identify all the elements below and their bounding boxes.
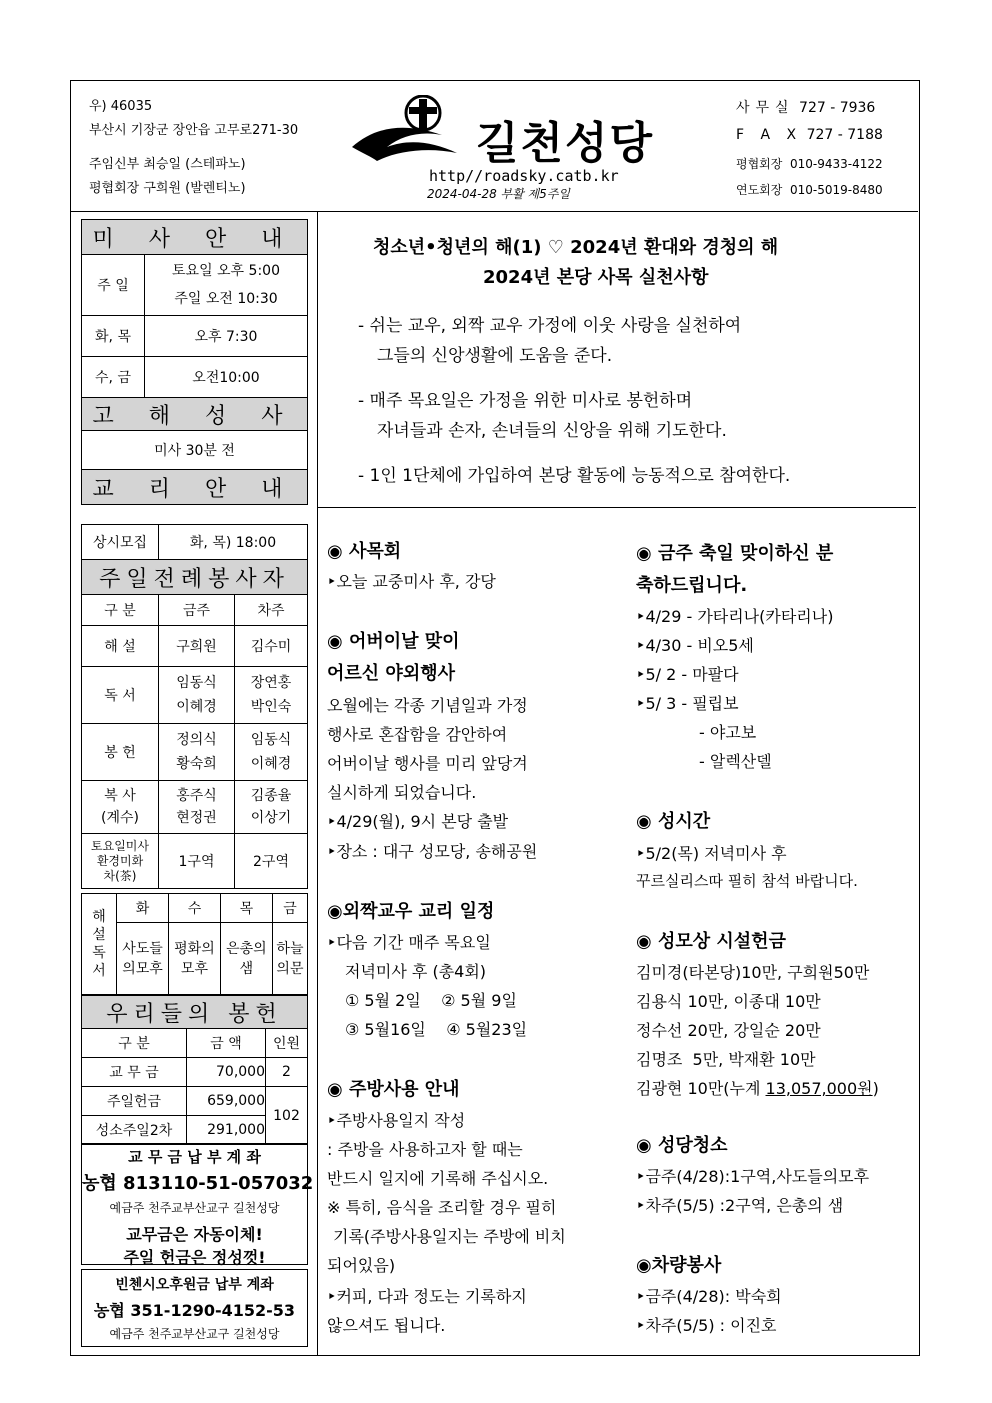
statue-fund-total: 13,057,000원 <box>765 1079 873 1098</box>
offering-label: 주일헌금 <box>82 1087 187 1116</box>
holy-hour-line: ‣5/2(목) 저녁미사 후 <box>636 844 787 863</box>
kitchen-line: ※ 특히, 음식을 조리할 경우 필히 <box>327 1198 557 1217</box>
server-next-week: 2구역 <box>235 834 308 889</box>
bulletin-page <box>70 80 920 1356</box>
saturday-mass-time: 토요일 오후 5:00 <box>172 263 280 279</box>
reading-group: 사도들 의모후 <box>117 923 169 995</box>
server-next-week: 임동식 이혜경 <box>235 724 308 781</box>
kitchen-line: ‣주방사용일지 작성 <box>327 1111 466 1130</box>
parents-line: 행사로 혼잡함을 감안하여 <box>327 725 508 744</box>
practice-item-2: - 매주 목요일은 가정을 위한 미사로 봉헌하며 <box>358 391 693 411</box>
parents-line: 실시하게 되었습니다. <box>327 783 477 802</box>
offering-amount: 70,000 <box>187 1058 266 1087</box>
statue-fund-line: 김광현 10만(누계 13,057,000원) <box>636 1079 879 1098</box>
reading-day: 수 <box>168 894 220 923</box>
server-role: 독 서 <box>82 667 159 724</box>
feast-line: - 알렉산델 <box>699 752 772 771</box>
offering-amount: 659,000 <box>187 1087 266 1116</box>
servers-header-this: 금주 <box>159 595 235 626</box>
feast-line: ‣4/29 - 가타리나(카타리나) <box>636 607 834 626</box>
practice-item-1-cont: 그들의 신앙생활에 도움을 준다. <box>377 346 613 366</box>
wed-fri-label: 수, 금 <box>82 357 145 398</box>
offering-header-count: 인원 <box>266 1029 308 1058</box>
feast-line: ‣5/ 2 - 마팔다 <box>636 665 739 684</box>
vincent-title: 빈첸시오후원금 납부 계좌 <box>115 1277 274 1293</box>
payment-box <box>81 1143 314 1267</box>
tue-thu-label: 화, 목 <box>82 316 145 357</box>
council-title: ◉ 사목회 <box>327 541 402 562</box>
church-name: 길천성당 <box>476 118 655 169</box>
offering-table <box>81 995 308 1145</box>
servers-header-next: 차주 <box>235 595 308 626</box>
confession-title: 고 해 성 사 <box>82 398 308 431</box>
council-president: 평협회장 구희원 (발렌티노) <box>89 181 246 196</box>
statue-fund-line: 김명조 5만, 박재환 10만 <box>636 1050 816 1069</box>
server-role: 봉 헌 <box>82 724 159 781</box>
payment-note-1: 교무금은 자동이체! <box>126 1225 263 1244</box>
parents-line: 오월에는 각종 기념일과 가정 <box>327 696 528 715</box>
bulletin-date: 2024-04-28 부활 제5주일 <box>427 187 570 201</box>
single-spouse-line: ① 5월 2일 ② 5월 9일 <box>345 991 517 1010</box>
catechism-table <box>81 524 308 595</box>
payment-note-2: 주일 헌금은 정성껏! <box>123 1248 266 1267</box>
sunday-label: 주 일 <box>82 255 145 316</box>
car-service-title: ◉차량봉사 <box>636 1255 722 1276</box>
catechism-title: 교 리 안 내 <box>82 470 308 505</box>
reading-group: 하늘 의문 <box>272 923 307 995</box>
parents-line: ‣4/29(월), 9시 본당 출발 <box>327 812 509 831</box>
server-role: 해 설 <box>82 626 159 667</box>
servers-header-role: 구 분 <box>82 595 159 626</box>
single-spouse-line: ③ 5월16일 ④ 5월23일 <box>345 1020 528 1039</box>
server-next-week: 김종율 이상기 <box>235 781 308 834</box>
payment-account: 농협 813110-51-057032 <box>82 1173 314 1194</box>
reading-label: 해 설 독 서 <box>82 894 117 995</box>
cleaning-title: ◉ 성당청소 <box>636 1135 728 1156</box>
single-spouse-line: ‣다음 기간 매주 목요일 <box>327 933 491 952</box>
practice-item-2-cont: 자녀들과 손자, 손녀들의 신앙을 위해 기도한다. <box>377 421 727 441</box>
server-next-week: 장연홍 박인숙 <box>235 667 308 724</box>
kitchen-title: ◉ 주방사용 안내 <box>327 1079 460 1100</box>
server-this-week: 구희원 <box>159 626 235 667</box>
statue-fund-title: ◉ 성모상 시설헌금 <box>636 931 786 952</box>
church-logo <box>347 95 477 165</box>
offering-title: 우리들의 봉헌 <box>82 996 308 1029</box>
sunday-mass-time: 주일 오전 10:30 <box>174 291 278 307</box>
main-divider <box>318 507 916 508</box>
offering-merged-count: 102 <box>266 1087 308 1145</box>
server-this-week: 임동식 이혜경 <box>159 667 235 724</box>
contact-memorial: 연도회장 010-5019-8480 <box>736 183 883 197</box>
column-divider <box>317 212 318 1356</box>
feast-line: ‣4/30 - 비오5세 <box>636 636 754 655</box>
car-service-line: ‣금주(4/28): 박숙희 <box>636 1287 782 1306</box>
servers-title: 주일전례봉사자 <box>82 560 308 595</box>
postal-code: 우) 46035 <box>89 99 153 114</box>
vincent-account: 농협 351-1290-4152-53 <box>93 1301 296 1320</box>
cleaning-line: ‣차주(5/5) :2구역, 은총의 샘 <box>636 1196 844 1215</box>
mass-title: 미 사 안 내 <box>82 220 308 255</box>
practice-item-3: - 1인 1단체에 가입하여 본당 활동에 능동적으로 참여한다. <box>358 466 791 486</box>
practice-item-1: - 쉬는 교우, 외짝 교우 가정에 이웃 사랑을 실천하여 <box>358 316 742 336</box>
reading-day: 금 <box>272 894 307 923</box>
kitchen-line: 되어있음) <box>327 1256 396 1275</box>
feast-title-2: 축하드립니다. <box>636 575 748 596</box>
main-title-2: 2024년 본당 사목 실천사항 <box>483 267 709 288</box>
tue-thu-time: 오후 7:30 <box>145 316 308 357</box>
contact-fax: F A X 727 - 7188 <box>736 127 883 143</box>
vincent-holder: 예금주 천주교부산교구 길천성당 <box>109 1327 280 1341</box>
offering-label: 교 무 금 <box>82 1058 187 1087</box>
address: 부산시 기장군 장안읍 고무로271-30 <box>89 123 299 138</box>
offering-header-label: 구 분 <box>82 1029 187 1058</box>
kitchen-line: 않으셔도 됩니다. <box>327 1316 446 1335</box>
offering-count: 2 <box>266 1058 308 1087</box>
holy-hour-line: 꾸르실리스따 필히 참석 바랍니다. <box>636 872 858 890</box>
statue-fund-line: 김용식 10만, 이종대 10만 <box>636 992 821 1011</box>
car-service-line: ‣차주(5/5) : 이진호 <box>636 1316 777 1335</box>
reading-group: 은총의 샘 <box>220 923 272 995</box>
server-this-week: 1구역 <box>159 834 235 889</box>
statue-fund-line: 김미경(타본당)10만, 구희원50만 <box>636 963 870 982</box>
main-title-1: 청소년•청년의 해(1) ♡ 2024년 환대와 경청의 해 <box>373 237 779 258</box>
website-url[interactable]: http//roadsky.catb.kr <box>429 167 619 185</box>
single-spouse-title: ◉외짝교우 교리 일정 <box>327 901 495 922</box>
contact-council: 평협회장 010-9433-4122 <box>736 157 883 171</box>
reading-day: 목 <box>220 894 272 923</box>
offering-amount: 291,000 <box>187 1116 266 1145</box>
single-spouse-line: 저녁미사 후 (총4회) <box>345 962 487 981</box>
kitchen-line: : 주방을 사용하고자 할 때는 <box>327 1140 523 1159</box>
mass-table <box>81 219 308 505</box>
feast-title-1: ◉ 금주 축일 맞이하신 분 <box>636 543 834 564</box>
payment-title: 교 무 금 납 부 계 좌 <box>128 1148 261 1166</box>
council-text: ‣오늘 교중미사 후, 강당 <box>327 572 496 591</box>
parents-title-1: ◉ 어버이날 맞이 <box>327 631 460 652</box>
offering-label: 성소주일2차 <box>82 1116 187 1145</box>
vincent-box <box>81 1269 308 1347</box>
contact-office: 사무실 727 - 7936 <box>736 100 876 116</box>
holy-hour-title: ◉ 성시간 <box>636 811 711 832</box>
catechism-value: 화, 목) 18:00 <box>159 525 308 560</box>
server-role: 토요일미사 환경미화 차(茶) <box>82 834 159 889</box>
reading-day: 화 <box>117 894 169 923</box>
kitchen-line: ‣커피, 다과 정도는 기록하지 <box>327 1287 527 1306</box>
parents-line: ‣장소 : 대구 성모당, 송해공원 <box>327 842 538 861</box>
offering-header-amount: 금 액 <box>187 1029 266 1058</box>
feast-line: ‣5/ 3 - 필립보 <box>636 694 739 713</box>
servers-table <box>81 594 308 889</box>
server-role: 복 사 (계수) <box>82 781 159 834</box>
parents-line: 어버이날 행사를 미리 앞당겨 <box>327 754 528 773</box>
pastor: 주임신부 최승일 (스테파노) <box>89 157 246 172</box>
server-this-week: 홍주식 현정권 <box>159 781 235 834</box>
cleaning-line: ‣금주(4/28):1구역,사도들의모후 <box>636 1167 870 1186</box>
reading-schedule-table <box>81 893 308 995</box>
parents-title-2: 어르신 야외행사 <box>327 663 455 684</box>
kitchen-line: 기록(주방사용일지는 주방에 비치 <box>333 1227 566 1246</box>
payment-holder: 예금주 천주교부산교구 길천성당 <box>109 1201 280 1215</box>
header-divider <box>71 211 918 212</box>
reading-group: 평화의 모후 <box>168 923 220 995</box>
kitchen-line: 반드시 일지에 기록해 주십시오. <box>327 1169 549 1188</box>
statue-fund-line: 정수선 20만, 강일순 20만 <box>636 1021 821 1040</box>
wed-fri-time: 오전10:00 <box>145 357 308 398</box>
feast-line: - 야고보 <box>699 723 757 742</box>
confession-text: 미사 30분 전 <box>82 431 308 470</box>
server-this-week: 정의식 황숙희 <box>159 724 235 781</box>
server-next-week: 김수미 <box>235 626 308 667</box>
catechism-label: 상시모집 <box>82 525 159 560</box>
